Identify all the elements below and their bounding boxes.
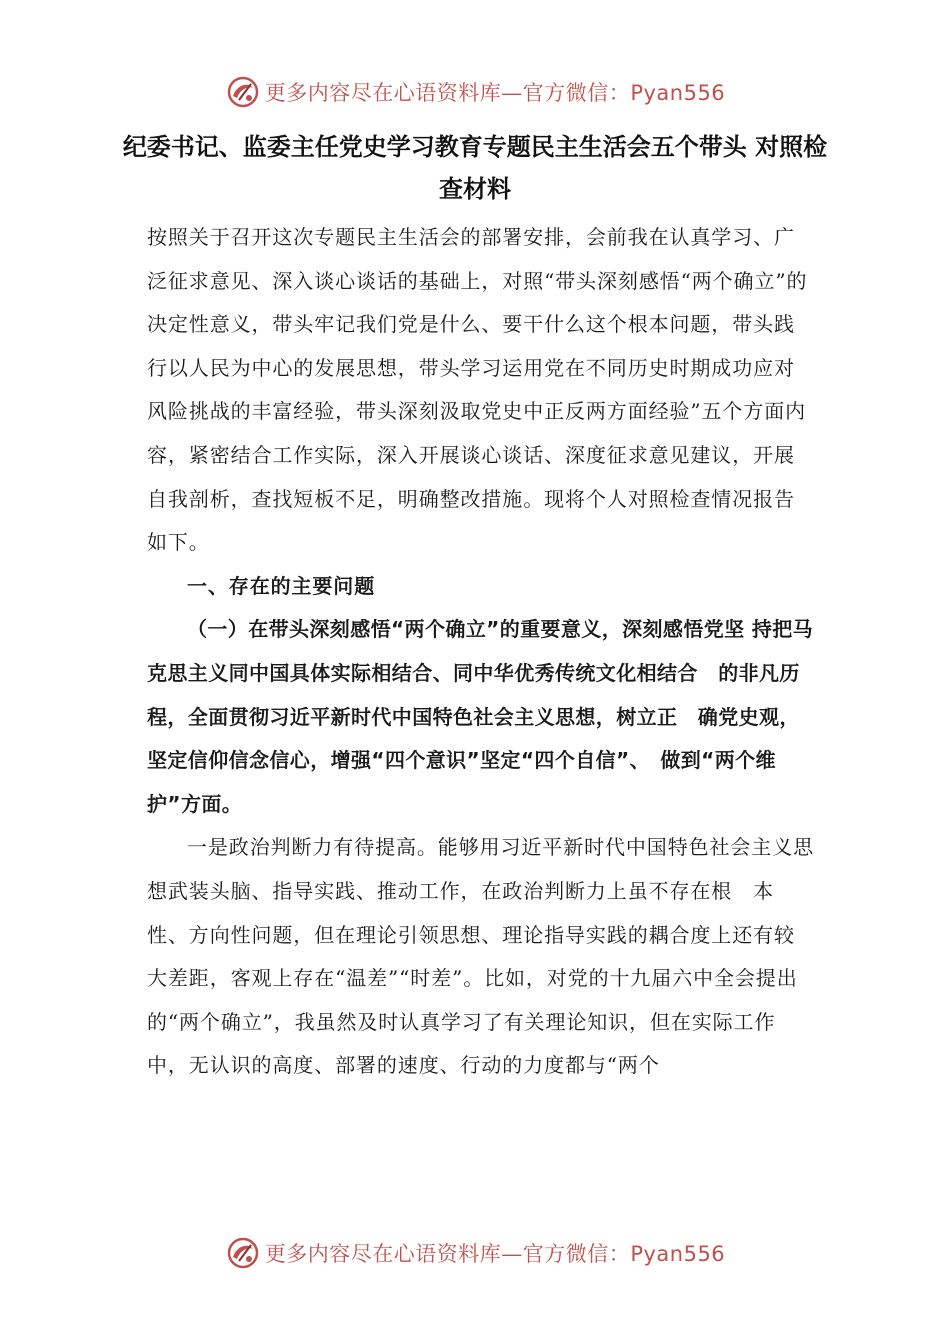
body-paragraph: 一是政治判断力有待提高。能够用习近平新时代中国特色社会主义思想武装头脑、指导实践、推动工作，在政治判断力上虽不存在根 本性、方向性问题，但在理论引领思想、理论指导实践的耦合度上还有较大差距，客观上存在“温差”“时差”。比如，对党的十九届六中全会提出的“两个确立”，我虽然及时认真学习了有关理论知识，但在实际工作中，无认识的高度、部署的速度、行动的力度都与“两个 <box>147 835 814 1078</box>
header-watermark-banner <box>0 70 950 114</box>
document-body <box>147 216 815 1088</box>
swirl-logo-icon <box>225 1235 261 1271</box>
document-title: 纪委书记、监委主任党史学习教育专题民主生活会五个带头 对照检查材料 <box>122 133 828 203</box>
footer-banner-text: 更多内容尽在心语资料库—官方微信：Pyan556 <box>264 1242 726 1266</box>
footer-watermark-banner <box>0 1231 950 1275</box>
header-banner-text: 更多内容尽在心语资料库—官方微信：Pyan556 <box>264 81 726 105</box>
section-heading: 一、存在的主要问题 <box>187 573 376 598</box>
swirl-logo-icon <box>225 74 261 110</box>
subsection-heading: （一）在带头深刻感悟“两个确立”的重要意义，深刻感悟党坚 持把马克思主义同中国具体实际相结合、同中华优秀传统文化相结合 的非凡历程，全面贯彻习近平新时代中国特色社会主义思想，树立正 确党史观，坚定信仰信念信心，增强“四个意识”坚定“四个自信”、 做到“两个维护”方面。 <box>147 617 814 816</box>
intro-paragraph: 按照关于召开这次专题民主生活会的部署安排，会前我在认真学习、广泛征求意见、深入谈心谈话的基础上，对照“带头深刻感悟“两个确立”的决定性意义，带头牢记我们党是什么、要干什么这个根本问题，带头践行以人民为中心的发展思想，带头学习运用党在不同历史时期成功应对风险挑战的丰富经验，带头深刻汲取党史中正反两方面经验”五个方面内容，紧密结合工作实际，深入开展谈心谈话、深度征求意见建议，开展自我剖析，查找短板不足，明确整改措施。现将个人对照检查情况报告如下。 <box>147 225 808 555</box>
